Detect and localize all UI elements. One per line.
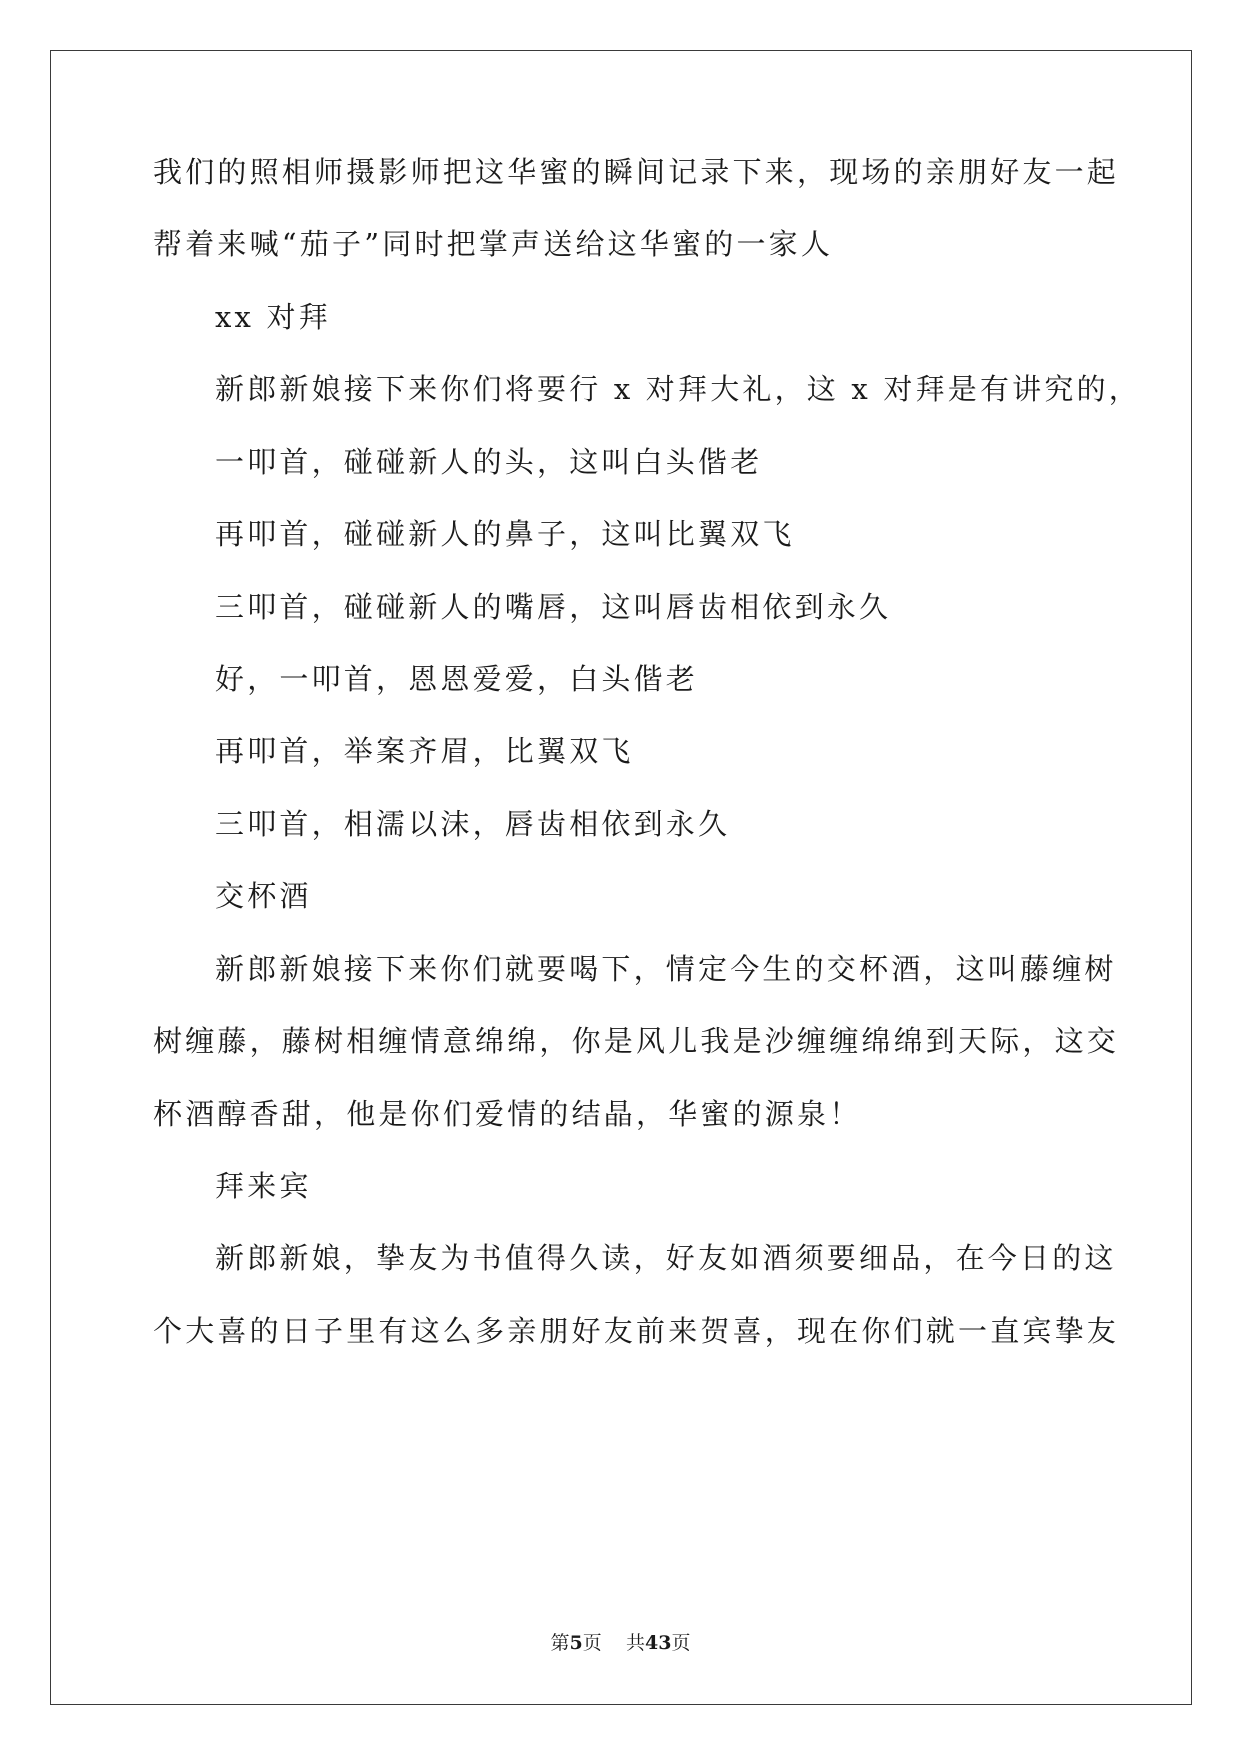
text-line: 新郎新娘接下来你们就要喝下，情定今生的交杯酒，这叫藤缠树 (215, 952, 1117, 986)
text-line: 个大喜的日子里有这么多亲朋好友前来贺喜，现在你们就一直宾挚友 (153, 1314, 1120, 1348)
text-line: 三叩首，碰碰新人的嘴唇，这叫唇齿相依到永久 (215, 590, 892, 624)
text-line: 我们的照相师摄影师把这华蜜的瞬间记录下来，现场的亲朋好友一起 (153, 155, 1120, 189)
text-line: 好，一叩首，恩恩爱爱，白头偕老 (215, 662, 699, 696)
text-line: 再叩首，举案齐眉，比翼双飞 (215, 734, 634, 768)
total-prefix: 共 (625, 1632, 645, 1654)
page-number: 5 (569, 1632, 583, 1654)
page-footer (0, 1630, 1241, 1656)
text-line: 杯酒醇香甜，他是你们爱情的结晶，华蜜的源泉！ (153, 1097, 862, 1131)
text-line: 新郎新娘接下来你们将要行 x 对拜大礼，这 x 对拜是有讲究的， (215, 372, 1141, 406)
text-line: 新郎新娘，挚友为书值得久读，好友如酒须要细品，在今日的这 (215, 1241, 1117, 1275)
total-suffix: 页 (671, 1632, 691, 1654)
text-line: 帮着来喊“茄子”同时把掌声送给这华蜜的一家人 (153, 227, 834, 261)
page-prefix: 第 (550, 1632, 570, 1654)
total-pages: 43 (644, 1632, 672, 1654)
section-heading: 交杯酒 (215, 879, 312, 913)
page-suffix: 页 (582, 1632, 602, 1654)
text-line: 再叩首，碰碰新人的鼻子，这叫比翼双飞 (215, 517, 795, 551)
section-heading: 拜来宾 (215, 1169, 312, 1203)
section-heading: xx 对拜 (215, 300, 331, 334)
text-line: 一叩首，碰碰新人的头，这叫白头偕老 (215, 445, 763, 479)
text-line: 三叩首，相濡以沫，唇齿相依到永久 (215, 807, 731, 841)
text-line: 树缠藤，藤树相缠情意绵绵，你是风儿我是沙缠缠绵绵到天际，这交 (153, 1024, 1120, 1058)
